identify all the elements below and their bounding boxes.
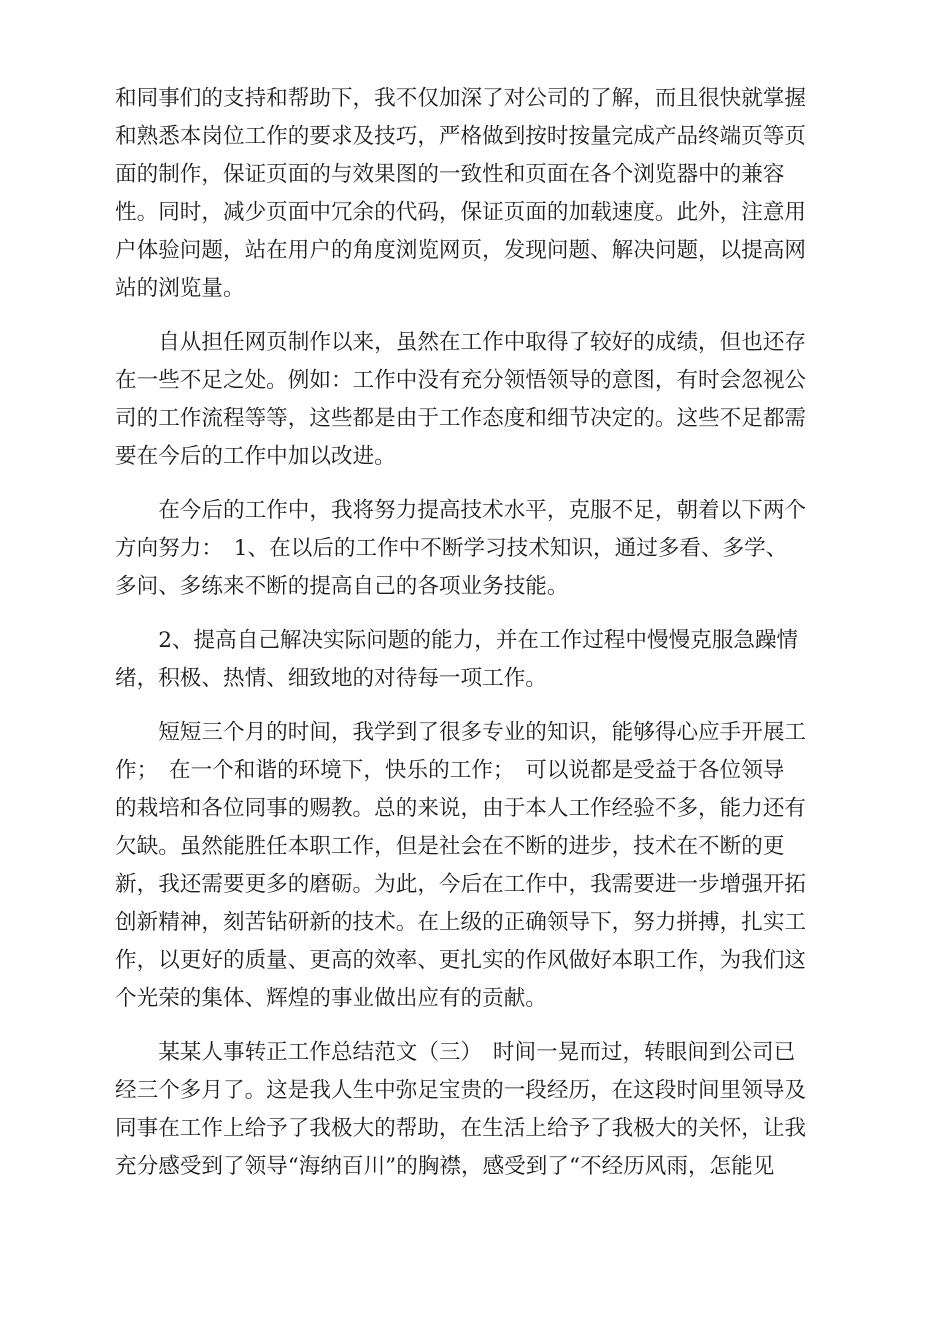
paragraph [115, 80, 835, 308]
text-line: 在一些不足之处。例如：工作中没有充分领悟领导的意图，有时会忽视公 [115, 368, 807, 393]
text-line: 欠缺。虽然能胜任本职工作，但是社会在不断的进步，技术在不断的更 [115, 834, 785, 859]
text-line: 自从担任网页制作以来，虽然在工作中取得了较好的成绩，但也还存 [115, 330, 807, 355]
text-line: 方向努力： 1、在以后的工作中不断学习技术知识，通过多看、多学、 [115, 536, 788, 561]
text-line: 某某人事转正工作总结范文（三） 时间一晃而过，转眼间到公司已 [115, 1040, 796, 1065]
text-line: 站的浏览量。 [115, 276, 245, 301]
text-line: 绪，积极、热情、细致地的对待每一项工作。 [115, 666, 547, 691]
text-line: 作，以更好的质量、更高的效率、更扎实的作风做好本职工作，为我们这 [115, 948, 807, 973]
paragraph [115, 1034, 835, 1186]
paragraph [115, 492, 835, 606]
text-line: 的栽培和各位同事的赐教。总的来说，由于本人工作经验不多，能力还有 [115, 796, 807, 821]
text-line: 充分感受到了领导“海纳百川”的胸襟，感受到了“不经历风雨，怎能见 [115, 1154, 775, 1179]
paragraph [115, 622, 835, 698]
text-line: 作； 在一个和谐的环境下，快乐的工作； 可以说都是受益于各位领导 [115, 758, 785, 783]
paragraph [115, 324, 835, 476]
text-line: 面的制作，保证页面的与效果图的一致性和页面在各个浏览器中的兼容 [115, 162, 785, 187]
paragraph [115, 714, 835, 1018]
text-line: 司的工作流程等等，这些都是由于工作态度和细节决定的。这些不足都需 [115, 406, 807, 431]
text-line: 户体验问题，站在用户的角度浏览网页，发现问题、解决问题，以提高网 [115, 238, 807, 263]
text-line: 新，我还需要更多的磨砺。为此，今后在工作中，我需要进一步增强开拓 [115, 872, 807, 897]
text-line: 多问、多练来不断的提高自己的各项业务技能。 [115, 574, 569, 599]
text-line: 和同事们的支持和帮助下，我不仅加深了对公司的了解，而且很快就掌握 [115, 86, 807, 111]
text-line: 短短三个月的时间，我学到了很多专业的知识，能够得心应手开展工 [115, 720, 807, 745]
text-line: 同事在工作上给予了我极大的帮助，在生活上给予了我极大的关怀，让我 [115, 1116, 807, 1141]
document-body [115, 80, 835, 1186]
text-line: 在今后的工作中，我将努力提高技术水平，克服不足，朝着以下两个 [115, 498, 807, 523]
text-line: 经三个多月了。这是我人生中弥足宝贵的一段经历，在这段时间里领导及 [115, 1078, 807, 1103]
text-line: 要在今后的工作中加以改进。 [115, 444, 396, 469]
text-line: 2、提高自己解决实际问题的能力，并在工作过程中慢慢克服急躁情 [115, 628, 799, 653]
text-line: 性。同时，减少页面中冗余的代码，保证页面的加载速度。此外，注意用 [115, 200, 807, 225]
text-line: 个光荣的集体、辉煌的事业做出应有的贡献。 [115, 986, 547, 1011]
text-line: 和熟悉本岗位工作的要求及技巧，严格做到按时按量完成产品终端页等页 [115, 124, 807, 149]
text-line: 创新精神，刻苦钻研新的技术。在上级的正确领导下，努力拼搏，扎实工 [115, 910, 807, 935]
